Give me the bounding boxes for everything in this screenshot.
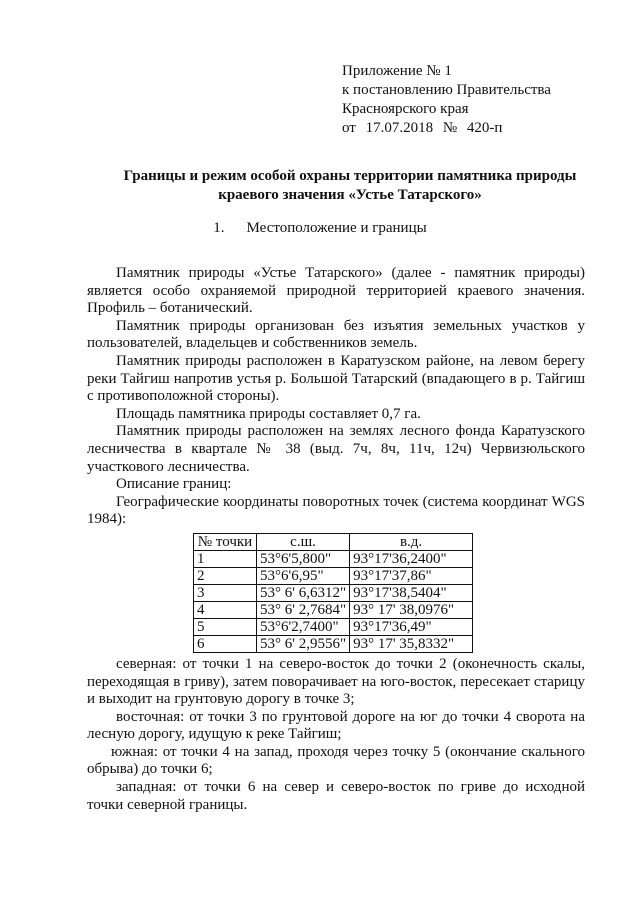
cell-point: 2 (194, 567, 257, 584)
table-row (194, 635, 473, 652)
title-line-2: краевого значения «Устье Татарского» (218, 187, 482, 203)
cell-lat: 53° 6' 2,7684" (257, 601, 350, 618)
boundary-north: северная: от точки 1 на северо-восток до точки 2 (оконечность скалы, переходящая в гриву), затем поворачивает на юго-восток, пересекает старицу и выходит на грунтовую дорогу в точке 3; (87, 655, 585, 708)
table-row (194, 601, 473, 618)
table-row (194, 584, 473, 601)
appendix-header (342, 62, 612, 138)
section-number: 1. (213, 220, 225, 236)
appendix-line-3: Красноярского края (342, 101, 469, 117)
cell-point: 6 (194, 635, 257, 652)
cell-lon: 93°17'37,86" (350, 567, 473, 584)
appendix-line-4: от 17.07.2018 № 420-п (342, 120, 503, 136)
paragraph-forestry: Памятник природы расположен на землях лесного фонда Каратузского лесничества в квартале № 38 (выд. 7ч, 8ч, 11ч, 12ч) Червизюльского участкового лесничества. (87, 423, 585, 475)
section-title: Местоположение и границы (246, 220, 427, 236)
boundary-south: южная: от точки 4 на запад, проходя через точку 5 (окончание скального обрыва) до точки 6; (87, 743, 585, 778)
paragraph-location: Памятник природы расположен в Каратузском районе, на левом берегу реки Тайгиш напротив устья р. Большой Татарский (впадающего в р. Тайгиш с противоположной стороны). (87, 352, 585, 405)
cell-lon: 93° 17' 38,0976" (350, 601, 473, 618)
header-latitude: с.ш. (257, 533, 350, 550)
cell-point: 1 (194, 550, 257, 567)
cell-lat: 53°6'5,800" (257, 550, 350, 567)
title-line-1: Границы и режим особой охраны территории памятника природы (123, 168, 577, 184)
cell-lat: 53° 6' 2,9556" (257, 635, 350, 652)
boundary-east: восточная: от точки 3 по грунтовой дороге на юг до точки 4 сворота на лесную дорогу, идущую к реке Тайгиш; (87, 708, 585, 743)
header-point-number: № точки (194, 533, 257, 550)
appendix-line-2: к постановлению Правительства (342, 82, 551, 98)
table-header-row (194, 533, 473, 550)
appendix-line-1: Приложение № 1 (342, 63, 452, 79)
boundary-west: западная: от точки 6 на север и северо-восток по гриве до исходной точки северной границы. (87, 779, 585, 813)
cell-lon: 93° 17' 35,8332" (350, 635, 473, 652)
paragraph-boundaries-intro: Описание границ: (116, 476, 232, 493)
table-row (194, 567, 473, 584)
cell-point: 4 (194, 601, 257, 618)
coordinates-table (193, 533, 473, 653)
cell-point: 5 (194, 618, 257, 635)
cell-lon: 93°17'36,49" (350, 618, 473, 635)
cell-lat: 53°6'6,95" (257, 567, 350, 584)
cell-lat: 53° 6' 6,6312" (257, 584, 350, 601)
paragraph-coordinates-intro: Географические координаты поворотных точек (система координат WGS 1984): (87, 493, 585, 528)
cell-lon: 93°17'36,2400" (350, 550, 473, 567)
paragraph-organization: Памятник природы организован без изъятия земельных участков у пользователей, владельцев и собственников земель. (87, 317, 585, 352)
paragraph-designation: Памятник природы «Устье Татарского» (далее - памятник природы) является особо охраняемой природной территорией краевого значения. Профиль – ботанический. (87, 265, 585, 317)
document-title (100, 167, 600, 205)
cell-lon: 93°17'38,5404" (350, 584, 473, 601)
paragraph-area: Площадь памятника природы составляет 0,7 га. (116, 405, 421, 422)
cell-lat: 53°6'2,7400" (257, 618, 350, 635)
header-longitude: в.д. (350, 533, 473, 550)
section-heading (0, 220, 640, 237)
table-row (194, 550, 473, 567)
table-row (194, 618, 473, 635)
cell-point: 3 (194, 584, 257, 601)
document-body (87, 265, 585, 814)
